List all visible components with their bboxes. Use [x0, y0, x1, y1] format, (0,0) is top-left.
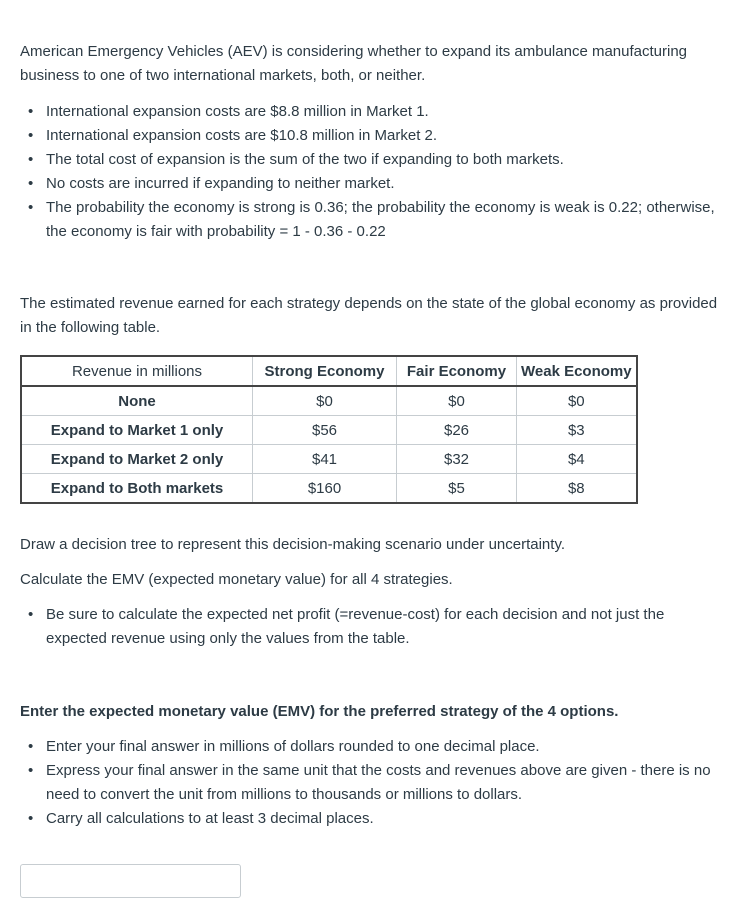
table-cell: $41 [253, 445, 397, 474]
table-cell: $0 [253, 386, 397, 416]
table-row [21, 386, 637, 416]
intro-paragraph: American Emergency Vehicles (AEV) is considering whether to expand its ambulance manufacturing business to one of two international markets, both, or neither. [20, 43, 688, 84]
list-item: • International expansion costs are $8.8 million in Market 1. [20, 100, 725, 124]
table-intro-paragraph: The estimated revenue earned for each strategy depends on the state of the global economy as provided in the following table. [20, 295, 718, 336]
tasks-section [20, 533, 725, 651]
table-cell: $32 [397, 445, 517, 474]
table-cell: $160 [253, 474, 397, 504]
table-header-row [21, 356, 637, 386]
list-item: • Carry all calculations to at least 3 decimal places. [20, 807, 725, 831]
tasks-notes-list [20, 603, 725, 651]
table-corner-header: Revenue in millions [21, 356, 253, 386]
list-item: • International expansion costs are $10.8 million in Market 2. [20, 124, 725, 148]
column-header-fair: Fair Economy [397, 356, 517, 386]
final-answer-section [20, 700, 725, 831]
table-cell: $5 [397, 474, 517, 504]
list-item: • No costs are incurred if expanding to neither market. [20, 172, 725, 196]
list-item: • Express your final answer in the same unit that the costs and revenues above are given - there is no need to convert the unit from millions to thousands or millions to dollars. [20, 759, 725, 807]
table-cell: $8 [517, 474, 637, 504]
final-heading: Enter the expected monetary value (EMV) for the preferred strategy of the 4 options. [20, 703, 619, 720]
revenue-table [20, 355, 638, 504]
row-label-both: Expand to Both markets [21, 474, 253, 504]
table-row [21, 416, 637, 445]
final-notes-list [20, 735, 725, 831]
calculate-task: Calculate the EMV (expected monetary value) for all 4 strategies. [20, 571, 453, 588]
table-row [21, 445, 637, 474]
table-cell: $4 [517, 445, 637, 474]
table-cell: $56 [253, 416, 397, 445]
column-header-weak: Weak Economy [517, 356, 637, 386]
column-header-strong: Strong Economy [253, 356, 397, 386]
list-item: • The probability the economy is strong is 0.36; the probability the economy is weak is 0.22; otherwise, the economy is fair with probability = 1 - 0.36 - 0.22 [20, 196, 725, 244]
list-item: • Be sure to calculate the expected net profit (=revenue-cost) for each decision and not just the expected revenue using only the values from the table. [20, 603, 725, 651]
answer-input[interactable] [20, 864, 241, 898]
facts-list [20, 100, 725, 244]
table-cell: $26 [397, 416, 517, 445]
table-row [21, 474, 637, 504]
list-item: • Enter your final answer in millions of dollars rounded to one decimal place. [20, 735, 725, 759]
table-cell: $0 [397, 386, 517, 416]
row-label-none: None [21, 386, 253, 416]
row-label-market-1: Expand to Market 1 only [21, 416, 253, 445]
table-cell: $3 [517, 416, 637, 445]
list-item: • The total cost of expansion is the sum of the two if expanding to both markets. [20, 148, 725, 172]
table-cell: $0 [517, 386, 637, 416]
row-label-market-2: Expand to Market 2 only [21, 445, 253, 474]
draw-task: Draw a decision tree to represent this decision-making scenario under uncertainty. [20, 536, 565, 553]
